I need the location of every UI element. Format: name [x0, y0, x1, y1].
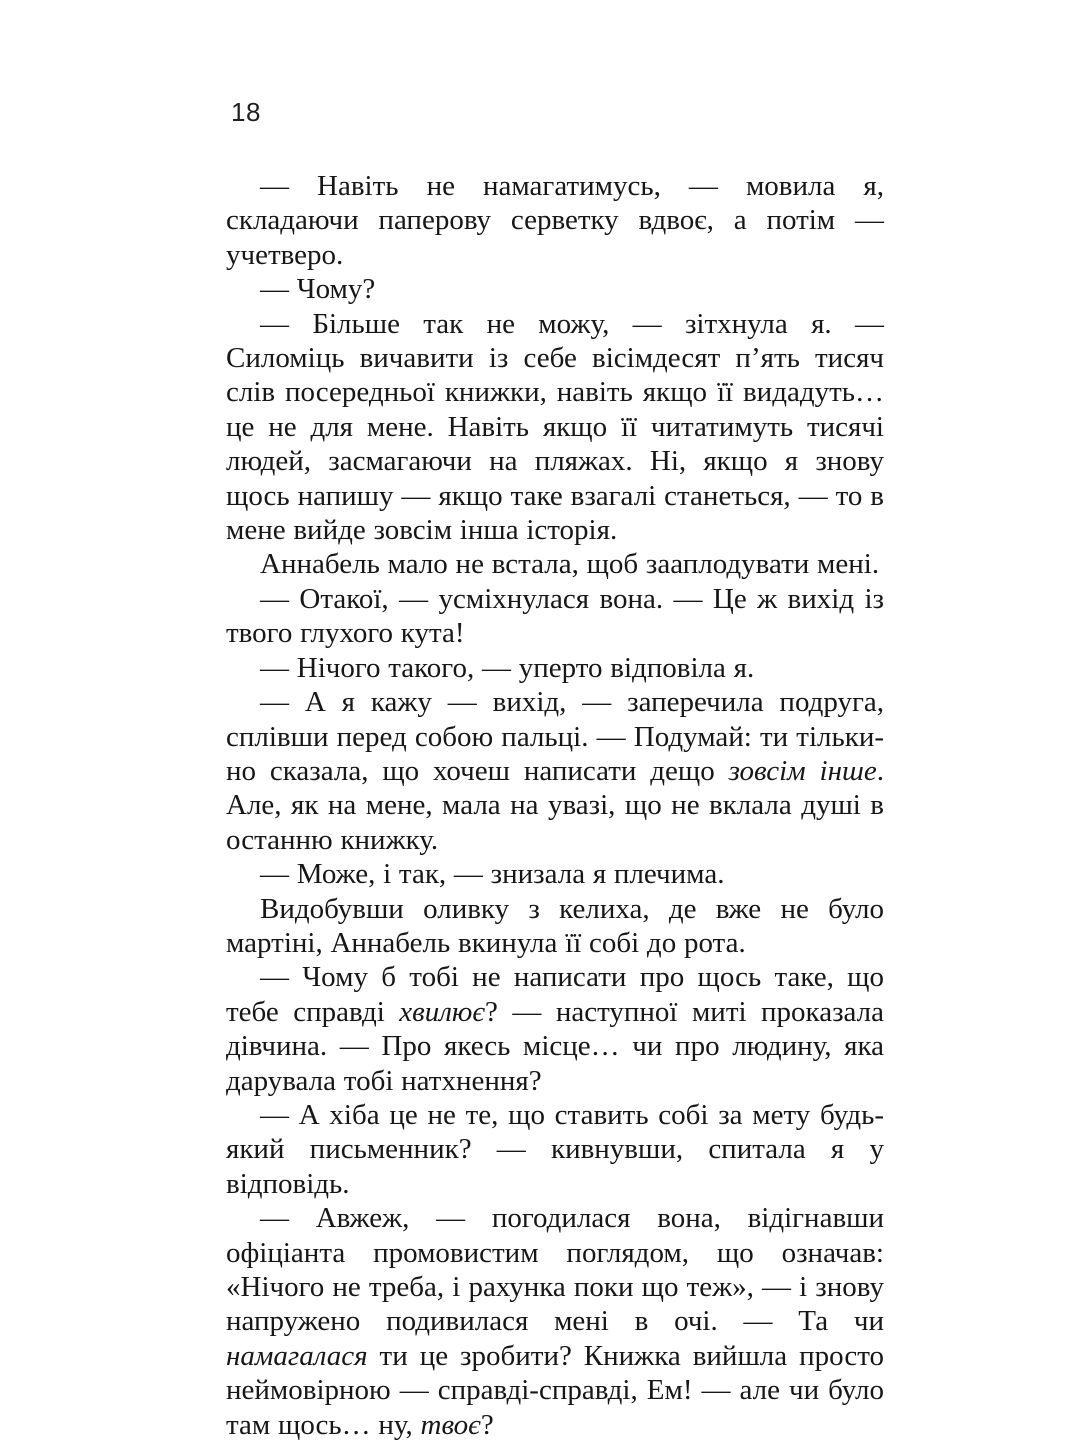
paragraph-emphasis-text: намагалася: [226, 1339, 368, 1372]
paragraph: [226, 960, 884, 1098]
paragraph-text: . Але, як на мене, мала на увазі, що не вклала душі в останню книжку.: [226, 754, 884, 856]
paragraph: [226, 892, 884, 961]
paragraph: [226, 582, 884, 651]
paragraph-text: — Чому б тобі не написати про щось таке, що тебе справді: [226, 961, 884, 1028]
paragraph-emphasis-text: хвилює: [399, 995, 485, 1028]
paragraph-text: — А я кажу — вихід, — заперечила подруга, сплівши перед собою пальці. — Подумай: ти тільки-но сказала, що хочеш написати дещо: [226, 686, 884, 787]
paragraph-text: — Навіть не намагатимусь, — мовила я, складаючи паперову серветку вдвоє, а потім — учетверо.: [226, 170, 884, 271]
paragraph: [226, 651, 884, 685]
paragraph: [226, 307, 884, 548]
paragraph-text: ти це зробити? Книжка вийшла просто неймовірною — справді-справді, Ем! — але чи було там щось… ну,: [226, 1339, 884, 1440]
paragraph-text: Аннабель мало не встала, щоб зааплодувати мені.: [260, 548, 880, 581]
paragraph-text: — Чому?: [260, 273, 376, 306]
paragraph: [226, 547, 884, 581]
paragraph-emphasis-text: твоє: [420, 1408, 481, 1440]
paragraph: [226, 685, 884, 857]
page-number: 18: [231, 97, 261, 127]
paragraph-text: — Нічого такого, — уперто відповіла я.: [260, 651, 755, 684]
paragraph-text: — А хіба це не те, що ставить собі за мету будь-який письменник? — кивнувши, спитала я у відповідь.: [226, 1098, 884, 1200]
paragraph: [226, 857, 884, 891]
paragraph-text: Видобувши оливку з келиха, де вже не було мартіні, Аннабель вкинула її собі до рота.: [226, 892, 884, 959]
paragraph-text: — Отакої, — усміхнулася вона. — Це ж вихід із твого глухого кута!: [226, 582, 884, 650]
paragraph-emphasis-text: зовсім інше: [728, 754, 877, 787]
paragraph-text: — Авжеж, — погодилася вона, відігнавши офіціанта промовистим поглядом, що означав: «Нічого не треба, і рахунка поки що теж», — і знову напружено подивилася мені в очі. — Та чи: [226, 1202, 884, 1338]
paragraph-text: ? — наступної миті проказала дівчина. — Про якесь місце… чи про людину, яка дарувала тобі натхнення?: [226, 995, 884, 1097]
paragraph-text: — Більше так не можу, — зітхнула я. — Силоміць вичавити із себе вісімдесят п’ять тисяч слів посередньої книжки, навіть якщо її видадуть… це не для мене. Навіть якщо її читатимуть тисячі людей, засмагаючи на пляжах. Ні, якщо я знову щось напишу — якщо таке взагалі станеться, — то в мене вийде зовсім інша історія.: [226, 307, 884, 547]
page-text: [226, 169, 884, 1440]
paragraph-text: — Може, і так, — знизала я плечима.: [260, 858, 725, 891]
paragraph-text: ?: [480, 1408, 494, 1440]
paragraph: [226, 1201, 884, 1440]
paragraph: [226, 272, 884, 306]
paragraph: [226, 169, 884, 272]
paragraph: [226, 1098, 884, 1201]
